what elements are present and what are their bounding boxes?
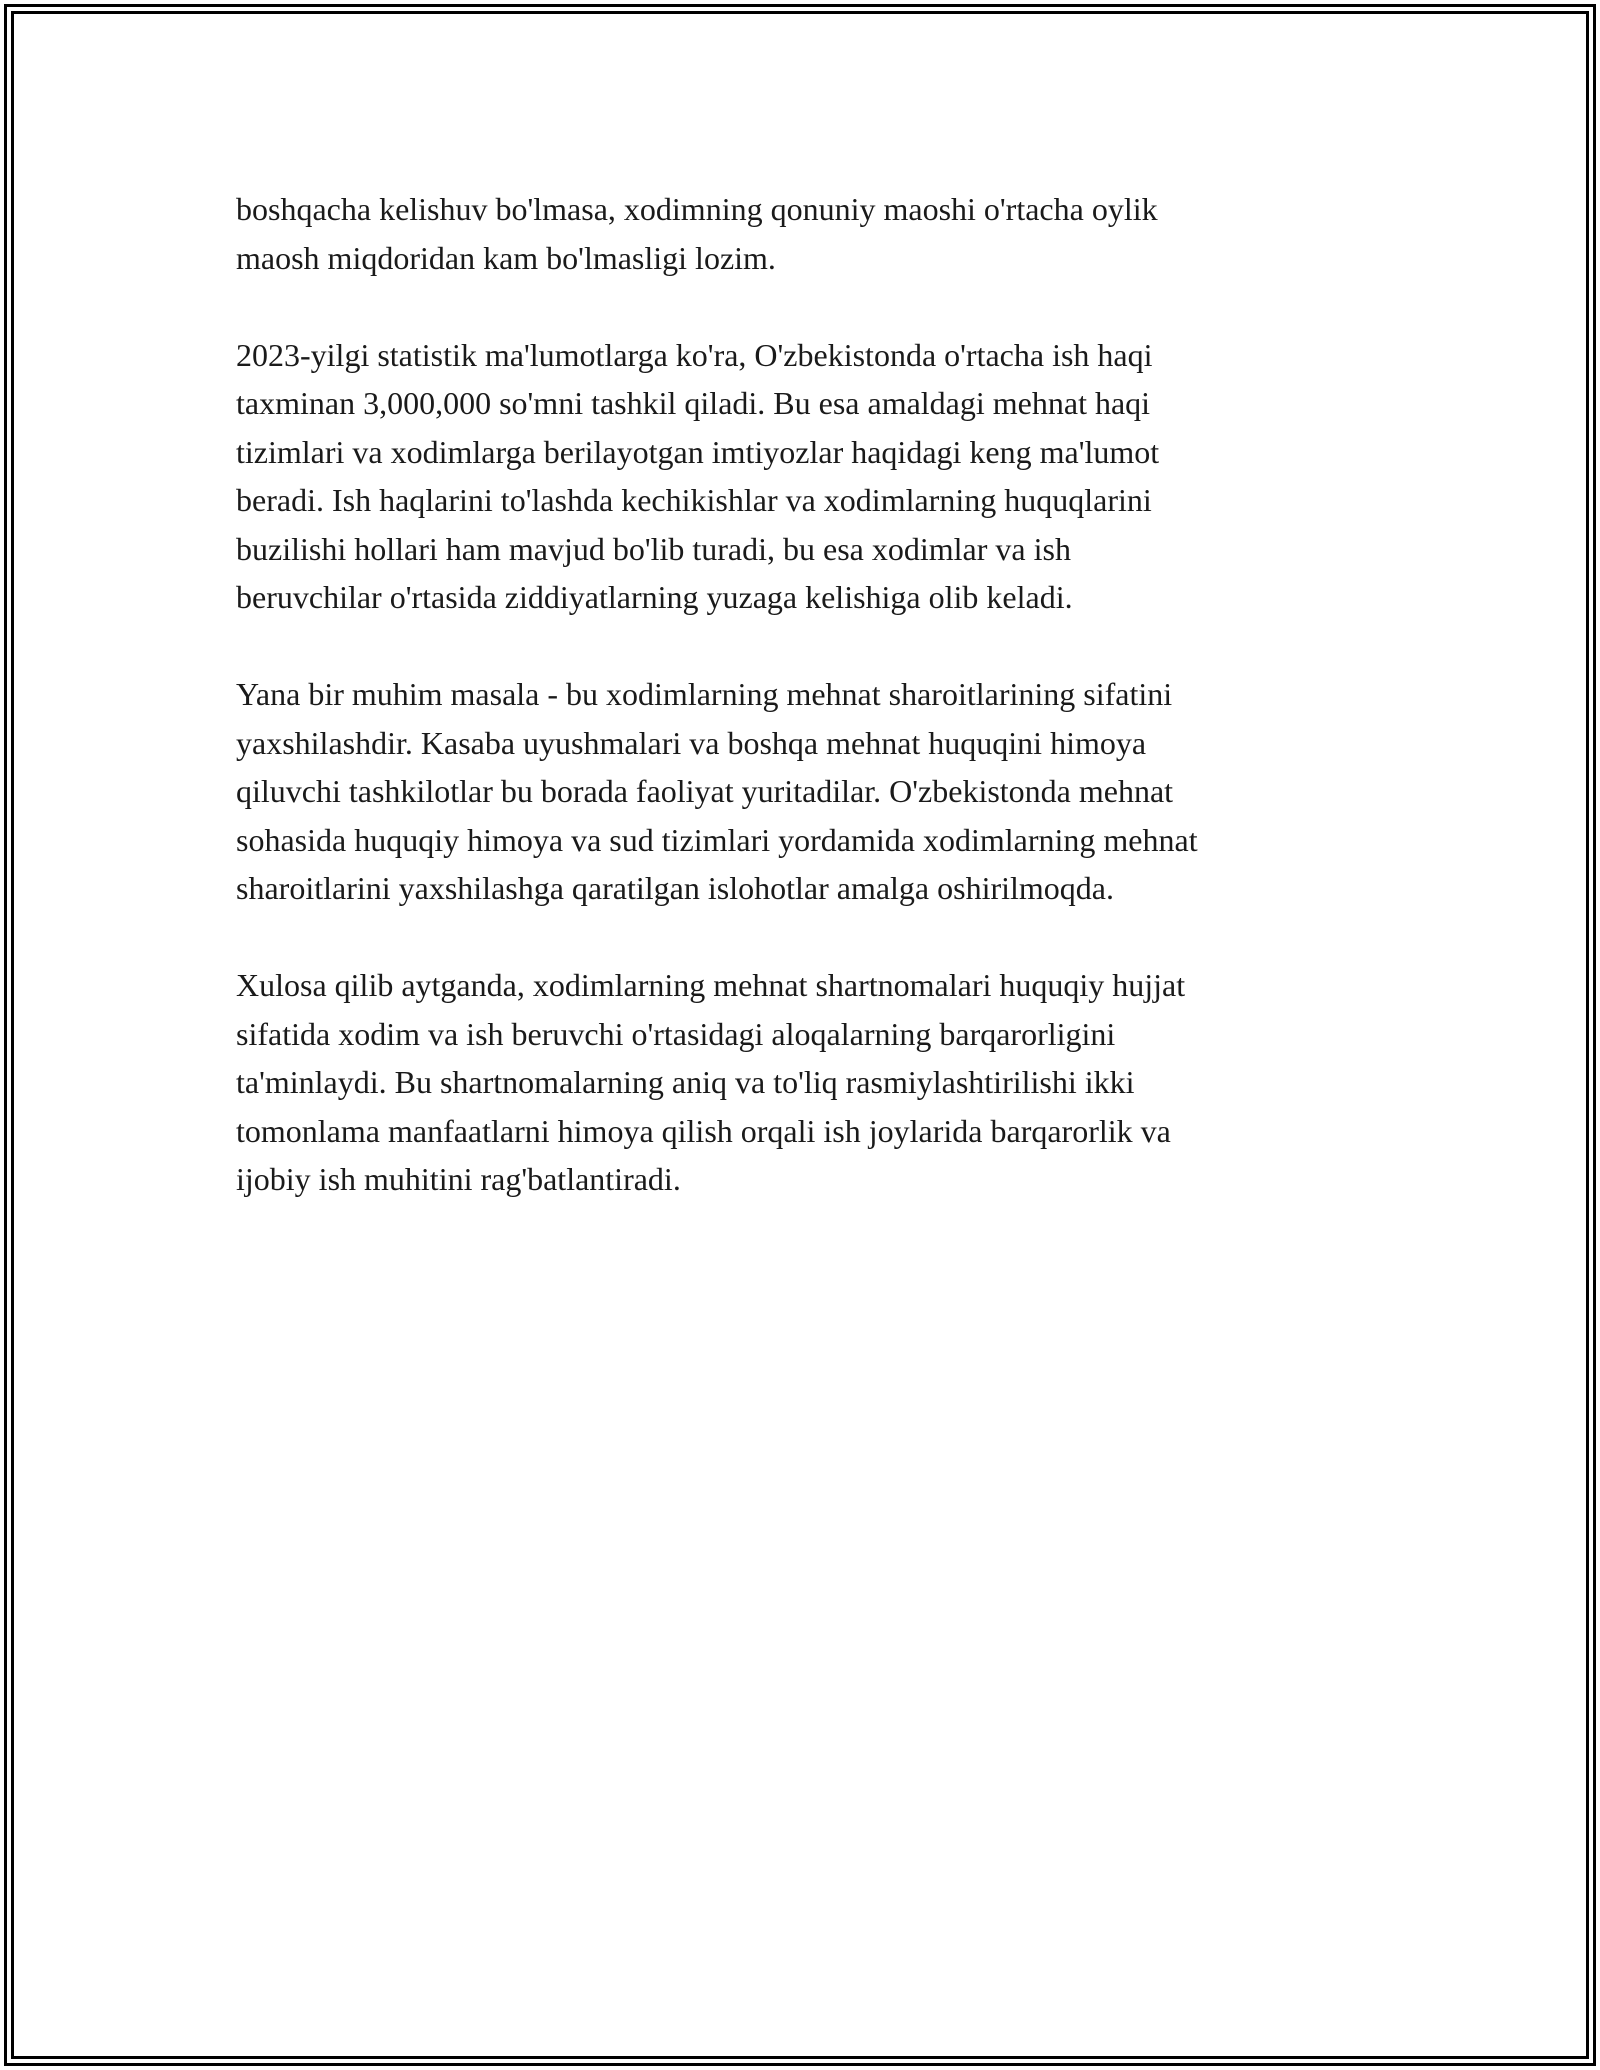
paragraph-2: 2023-yilgi statistik ma'lumotlarga ko'ra, O'zbekistonda o'rtacha ish haqi taxminan 3,000,000 so'mni tashkil qiladi. Bu esa amaldagi mehnat haqi tizimlari va xodimlarga berilayotgan imtiyozlar haqidagi keng ma'lumot beradi. Ish haqlarini to'lashda kechikishlar va xodimlarning huquqlarini buzilishi hollari ham mavjud bo'lib turadi, bu esa xodimlar va ish beruvchilar o'rtasida ziddiyatlarning yuzaga kelishiga olib keladi. — [236, 336, 1160, 615]
paragraph-4: Xulosa qilib aytganda, xodimlarning mehnat shartnomalari huquqiy hujjat sifatida xodim va ish beruvchi o'rtasidagi aloqalarning barqarorligini ta'minlaydi. Bu shartnomalarning aniq va to'liq rasmiylashtirilishi ikki tomonlama manfaatlarni himoya qilish orqali ish joylarida barqarorlik va ijobiy ish muhitini rag'batlantiradi. — [236, 967, 1186, 1197]
document-body — [236, 185, 1366, 1252]
paragraph-1: boshqacha kelishuv bo'lmasa, xodimning qonuniy maoshi o'rtacha oylik maosh miqdoridan kam bo'lmasligi lozim. — [236, 191, 1158, 276]
paragraph-3: Yana bir muhim masala - bu xodimlarning mehnat sharoitlarining sifatini yaxshilashdir. Kasaba uyushmalari va boshqa mehnat huquqini himoya qiluvchi tashkilotlar bu borada faoliyat yuritadilar. O'zbekistonda mehnat sohasida huquqiy himoya va sud tizimlari yordamida xodimlarning mehnat sharoitlarini yaxshilashga qaratilgan islohotlar amalga oshirilmoqda. — [236, 676, 1198, 906]
